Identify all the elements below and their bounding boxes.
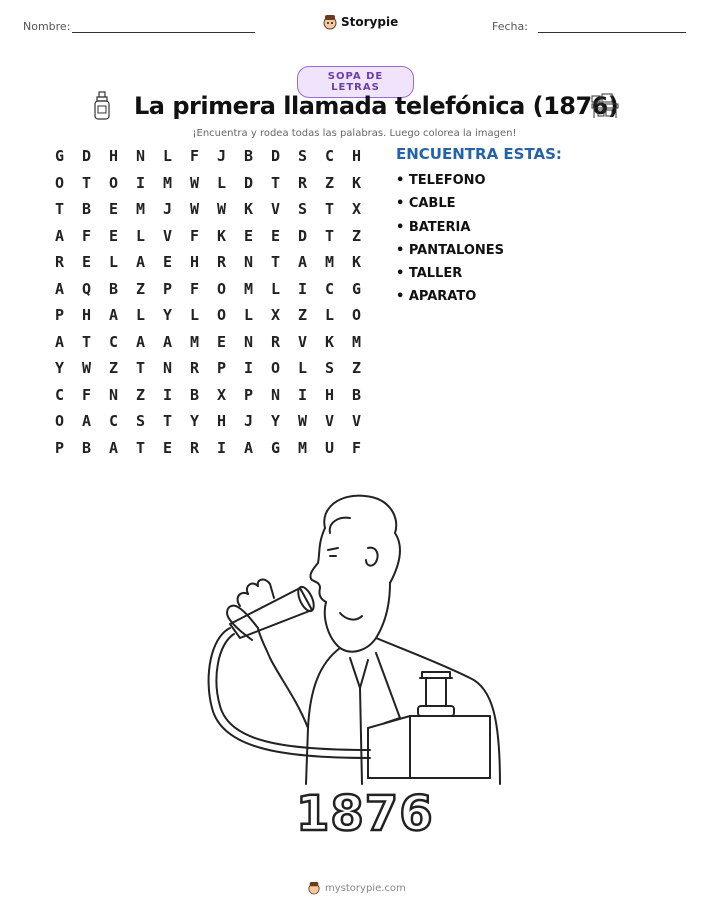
grid-letter[interactable]: U <box>325 438 335 457</box>
grid-letter[interactable]: X <box>217 385 227 404</box>
grid-letter[interactable]: A <box>136 332 146 351</box>
grid-letter[interactable]: K <box>352 253 362 271</box>
grid-letter[interactable]: I <box>298 385 308 404</box>
grid-letter[interactable]: M <box>190 332 200 351</box>
grid-letter[interactable]: F <box>82 226 92 245</box>
grid-letter[interactable]: S <box>298 147 308 165</box>
grid-letter[interactable]: K <box>352 173 362 192</box>
grid-letter[interactable]: S <box>325 359 335 377</box>
grid-letter[interactable]: B <box>190 385 200 404</box>
grid-letter[interactable]: W <box>190 173 200 192</box>
grid-letter[interactable]: N <box>163 359 173 377</box>
grid-letter[interactable]: X <box>352 200 362 218</box>
grid-letter[interactable]: V <box>325 412 335 430</box>
grid-letter[interactable]: B <box>82 200 92 218</box>
word-list-title: ENCUENTRA ESTAS: <box>396 145 562 163</box>
grid-letter[interactable]: F <box>190 279 200 298</box>
grid-letter[interactable]: P <box>55 306 65 324</box>
grid-letter[interactable]: F <box>82 385 92 404</box>
grid-letter[interactable]: P <box>163 279 173 298</box>
word-list-item: • APARATO <box>396 289 477 305</box>
grid-letter[interactable]: T <box>271 253 281 271</box>
grid-letter[interactable]: O <box>352 306 362 324</box>
grid-letter[interactable]: Z <box>352 359 362 377</box>
word-list-item: • TELEFONO <box>396 173 486 188</box>
grid-letter[interactable]: G <box>352 279 362 298</box>
grid-letter[interactable]: M <box>298 438 308 457</box>
grid-letter[interactable]: C <box>109 332 119 351</box>
grid-letter[interactable]: C <box>325 147 335 165</box>
grid-letter[interactable]: N <box>244 253 254 271</box>
grid-letter[interactable]: P <box>55 438 65 457</box>
grid-letter[interactable]: F <box>190 226 200 245</box>
grid-letter[interactable]: O <box>55 412 65 430</box>
grid-letter[interactable]: N <box>109 385 119 404</box>
storypie-mascot-icon <box>323 14 337 30</box>
grid-letter[interactable]: Z <box>325 173 335 192</box>
grid-letter[interactable]: A <box>136 253 146 271</box>
grid-letter[interactable]: I <box>163 385 173 404</box>
grid-letter[interactable]: E <box>163 253 173 271</box>
grid-letter[interactable]: G <box>271 438 281 457</box>
grid-letter[interactable]: S <box>136 412 146 430</box>
grid-letter[interactable]: Z <box>136 385 146 404</box>
grid-letter[interactable]: F <box>190 147 200 165</box>
grid-letter[interactable]: D <box>271 147 281 165</box>
grid-letter[interactable]: V <box>352 412 362 430</box>
grid-letter[interactable]: C <box>325 279 335 298</box>
grid-letter[interactable]: O <box>55 173 65 192</box>
grid-letter[interactable]: T <box>325 200 335 218</box>
grid-letter[interactable]: O <box>109 173 119 192</box>
grid-letter[interactable]: A <box>298 253 308 271</box>
bell-telephone-illustration <box>200 488 510 788</box>
grid-letter[interactable]: C <box>109 412 119 430</box>
grid-letter[interactable]: D <box>298 226 308 245</box>
grid-letter[interactable]: M <box>163 173 173 192</box>
grid-letter[interactable]: V <box>298 332 308 351</box>
grid-letter[interactable]: J <box>217 147 227 165</box>
grid-letter[interactable]: T <box>55 200 65 218</box>
grid-letter[interactable]: H <box>325 385 335 404</box>
instructions: ¡Encuentra y rodea todas las palabras. Luego colorea la imagen! <box>192 128 517 139</box>
word-list <box>396 169 504 309</box>
footer <box>308 881 406 895</box>
grid-letter[interactable]: Z <box>136 279 146 298</box>
grid-letter[interactable]: H <box>190 253 200 271</box>
grid-letter[interactable]: M <box>352 332 362 351</box>
grid-letter[interactable]: G <box>55 147 65 165</box>
grid-letter[interactable]: Z <box>298 306 308 324</box>
grid-letter[interactable]: A <box>55 279 65 298</box>
grid-letter[interactable]: E <box>109 226 119 245</box>
grid-letter[interactable]: T <box>325 226 335 245</box>
date-field[interactable] <box>538 32 686 33</box>
grid-letter[interactable]: B <box>244 147 254 165</box>
grid-letter[interactable]: O <box>217 306 227 324</box>
activity-badge: SOPA DE LETRAS <box>297 66 414 98</box>
grid-letter[interactable]: W <box>217 200 227 218</box>
grid-letter[interactable]: D <box>244 173 254 192</box>
grid-letter[interactable]: N <box>136 147 146 165</box>
grid-letter[interactable]: A <box>82 412 92 430</box>
name-field[interactable] <box>72 32 255 33</box>
grid-letter[interactable]: A <box>163 332 173 351</box>
grid-letter[interactable]: E <box>163 438 173 457</box>
grid-letter[interactable]: L <box>109 253 119 271</box>
grid-letter[interactable]: I <box>136 173 146 192</box>
name-label: Nombre: <box>23 20 71 33</box>
grid-letter[interactable]: O <box>271 359 281 377</box>
grid-letter[interactable]: E <box>82 253 92 271</box>
grid-letter[interactable]: L <box>217 173 227 192</box>
grid-letter[interactable]: L <box>325 306 335 324</box>
grid-letter[interactable]: P <box>217 359 227 377</box>
grid-letter[interactable]: L <box>163 147 173 165</box>
grid-letter[interactable]: B <box>82 438 92 457</box>
grid-letter[interactable]: S <box>298 200 308 218</box>
grid-letter[interactable]: L <box>136 306 146 324</box>
grid-letter[interactable]: Z <box>352 226 362 245</box>
storypie-mascot-icon <box>308 881 320 895</box>
word-list-item: • PANTALONES <box>396 242 505 258</box>
grid-letter[interactable]: Y <box>55 359 65 377</box>
grid-letter[interactable]: N <box>244 332 254 351</box>
grid-letter[interactable]: R <box>190 359 200 377</box>
grid-letter[interactable]: W <box>190 200 200 218</box>
grid-letter[interactable]: R <box>298 173 308 192</box>
grid-letter[interactable]: F <box>352 438 362 457</box>
grid-letter[interactable]: E <box>271 226 281 245</box>
grid-letter[interactable]: H <box>109 147 119 165</box>
grid-letter[interactable]: V <box>271 200 281 218</box>
date-label: Fecha: <box>492 20 528 33</box>
grid-letter[interactable]: L <box>136 226 146 245</box>
grid-letter[interactable]: D <box>82 147 92 165</box>
grid-letter[interactable]: L <box>298 359 308 377</box>
word-list-item: • TALLER <box>396 266 463 282</box>
grid-letter[interactable]: A <box>55 332 65 351</box>
grid-letter[interactable]: E <box>244 226 254 245</box>
workshop-icon <box>590 92 620 120</box>
grid-letter[interactable]: J <box>163 200 173 218</box>
grid-letter[interactable]: N <box>271 385 281 404</box>
grid-letter[interactable]: R <box>271 332 281 351</box>
grid-letter[interactable]: K <box>244 200 254 218</box>
grid-letter[interactable]: Y <box>190 412 200 430</box>
grid-letter[interactable]: T <box>82 173 92 192</box>
grid-letter[interactable]: W <box>82 359 92 377</box>
grid-letter[interactable]: Z <box>109 359 119 377</box>
footer-url[interactable]: mystorypie.com <box>325 882 406 894</box>
brand-name: Storypie <box>341 15 399 29</box>
grid-letter[interactable]: E <box>217 332 227 351</box>
grid-letter[interactable]: R <box>217 253 227 271</box>
grid-letter[interactable]: H <box>217 412 227 430</box>
grid-letter[interactable]: K <box>217 226 227 245</box>
grid-letter[interactable]: Y <box>271 412 281 430</box>
grid-letter[interactable]: R <box>55 253 65 271</box>
grid-letter[interactable]: I <box>244 359 254 377</box>
grid-letter[interactable]: P <box>244 385 254 404</box>
word-list-item: • CABLE <box>396 196 456 212</box>
grid-letter[interactable]: I <box>217 438 227 457</box>
grid-letter[interactable]: A <box>55 226 65 245</box>
year-outline-text: 1876 <box>296 786 434 842</box>
grid-letter[interactable]: X <box>271 306 281 324</box>
grid-letter[interactable]: A <box>109 306 119 324</box>
grid-letter[interactable]: H <box>82 306 92 324</box>
grid-letter[interactable]: M <box>325 253 335 271</box>
grid-letter[interactable]: H <box>352 147 362 165</box>
grid-letter[interactable]: A <box>244 438 254 457</box>
word-list-item: • BATERIA <box>396 219 471 235</box>
grid-letter[interactable]: T <box>271 173 281 192</box>
grid-letter[interactable]: W <box>298 412 308 430</box>
grid-letter[interactable]: L <box>244 306 254 324</box>
grid-letter[interactable]: T <box>136 438 146 457</box>
grid-letter[interactable]: Y <box>163 306 173 324</box>
grid-letter[interactable]: L <box>271 279 281 298</box>
grid-letter[interactable]: V <box>163 226 173 245</box>
grid-letter[interactable]: C <box>55 385 65 404</box>
grid-letter[interactable]: T <box>82 332 92 351</box>
grid-letter[interactable]: M <box>136 200 146 218</box>
grid-letter[interactable]: M <box>244 279 254 298</box>
grid-letter[interactable]: B <box>352 385 362 404</box>
grid-letter[interactable]: K <box>325 332 335 351</box>
grid-letter[interactable]: I <box>298 279 308 298</box>
grid-letter[interactable]: T <box>136 359 146 377</box>
brand-logo <box>323 14 398 30</box>
page-title: La primera llamada telefónica (1876) <box>134 92 619 120</box>
grid-letter[interactable]: A <box>109 438 119 457</box>
grid-letter[interactable]: T <box>163 412 173 430</box>
grid-letter[interactable]: O <box>217 279 227 298</box>
grid-letter[interactable]: Q <box>82 279 92 298</box>
grid-letter[interactable]: L <box>190 306 200 324</box>
perfume-bottle-icon <box>92 91 112 121</box>
grid-letter[interactable]: B <box>109 279 119 298</box>
grid-letter[interactable]: E <box>109 200 119 218</box>
word-search-grid <box>55 143 379 461</box>
grid-letter[interactable]: J <box>244 412 254 430</box>
grid-letter[interactable]: R <box>190 438 200 457</box>
